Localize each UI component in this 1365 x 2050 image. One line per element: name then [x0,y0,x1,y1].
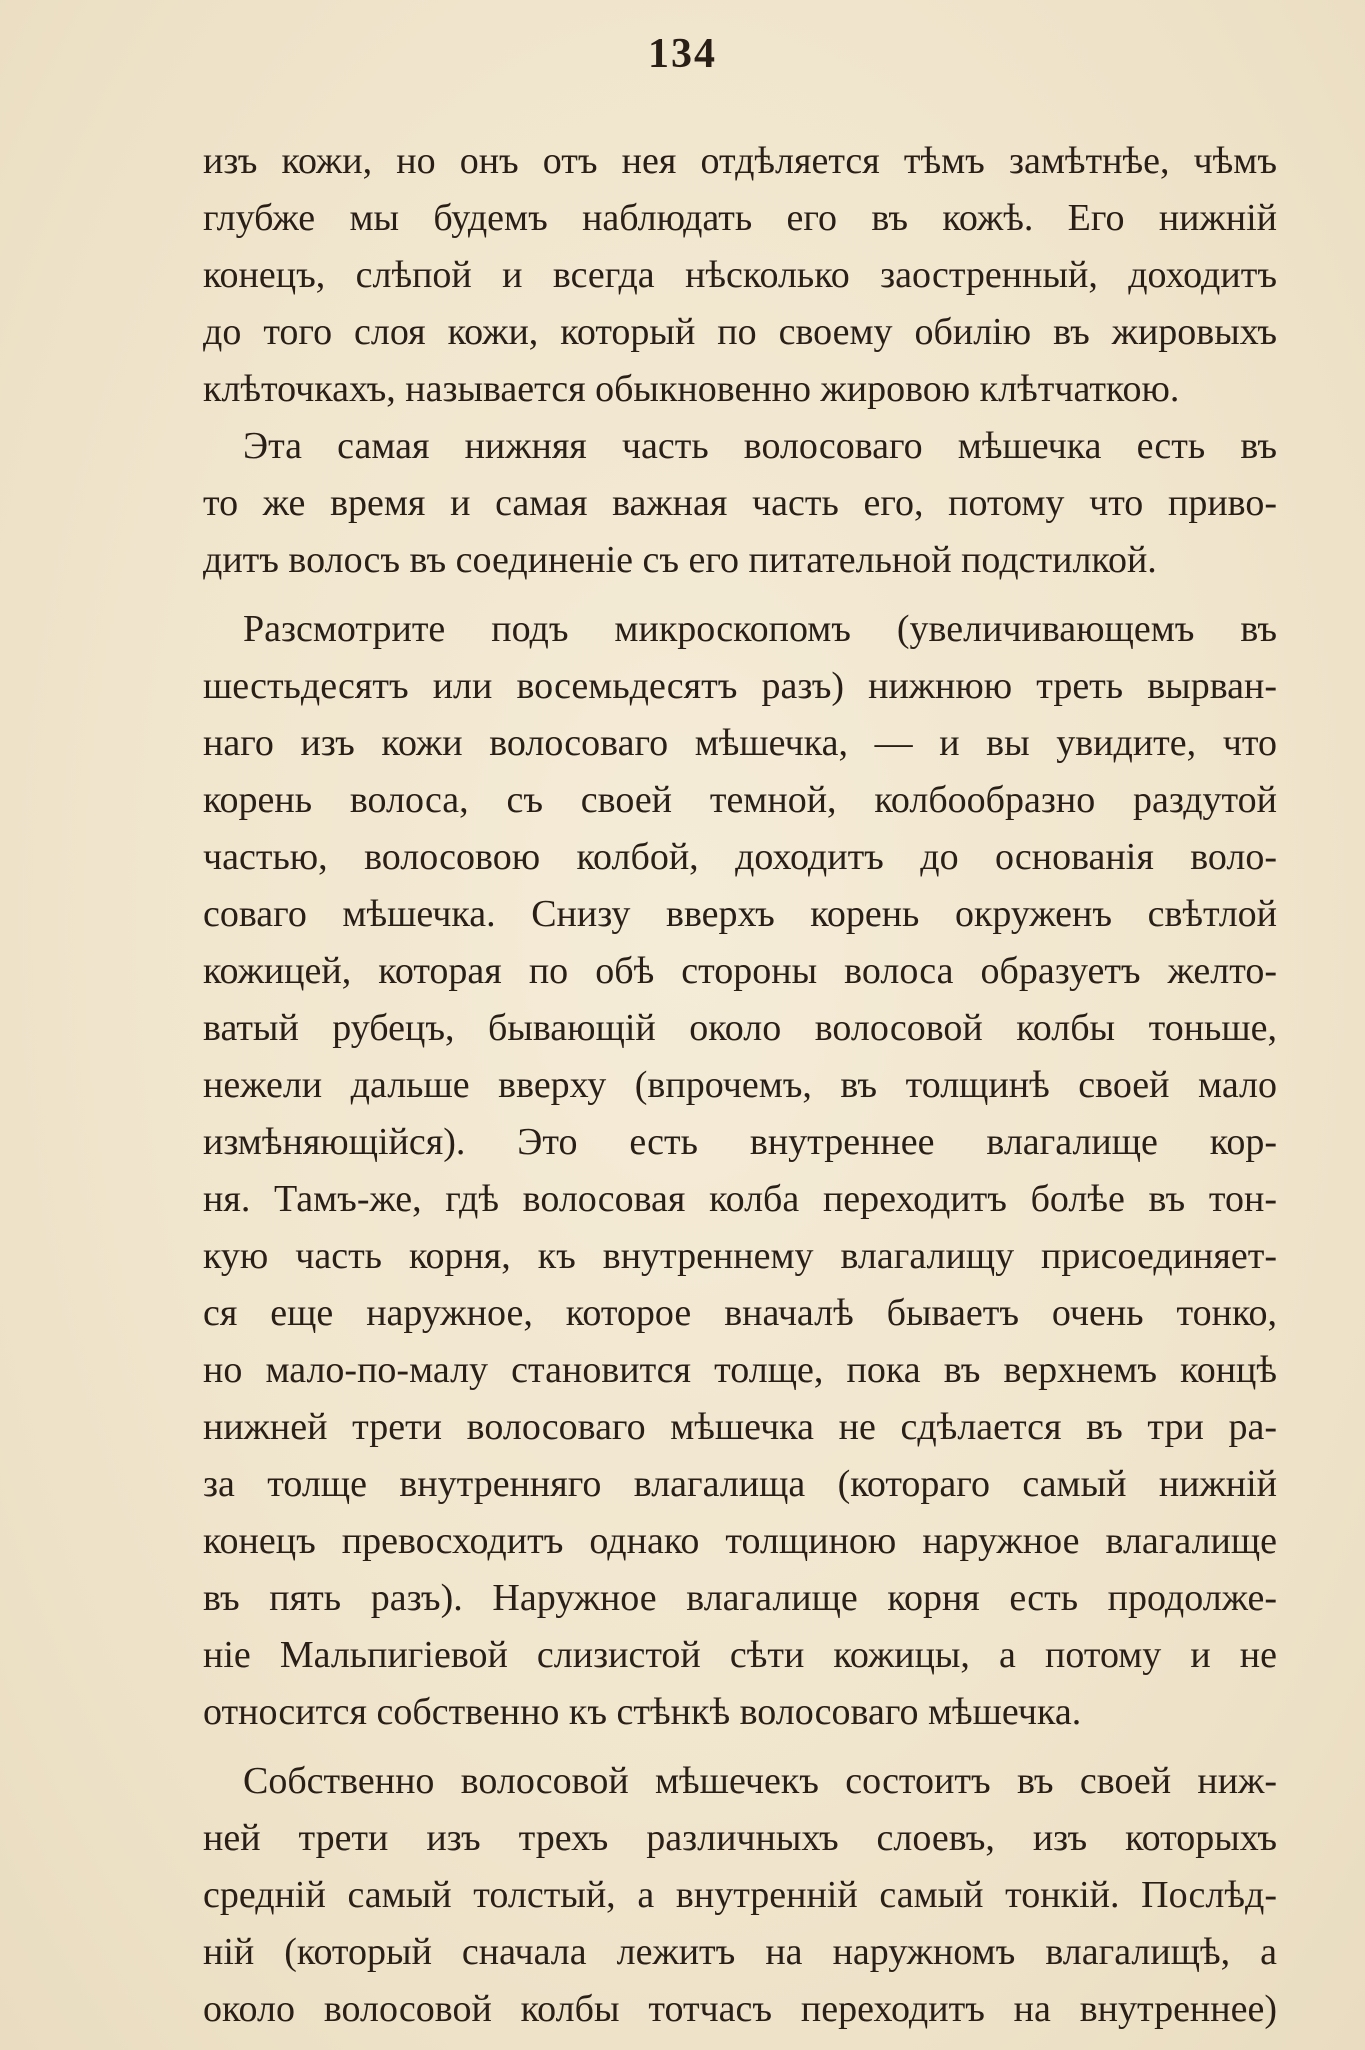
text-line: ней трети изъ трехъ различныхъ слоевъ, изъ которыхъ [203,1817,1277,1859]
text-line: измѣняющійся). Это есть внутреннее влагалище кор- [203,1121,1277,1163]
paragraph [203,133,1277,418]
text-line: кую часть корня, къ внутреннему влагалищу присоединяет- [203,1235,1277,1277]
text-line: средній самый толстый, а внутренній самый тонкій. Послѣд- [203,1874,1277,1916]
text-line: но мало-по-малу становится толще, пока въ верхнемъ концѣ [203,1349,1277,1391]
text-line: частью, волосовою колбой, доходитъ до основанія воло- [203,836,1277,878]
body-text [203,133,1277,2038]
text-line: дитъ волосъ въ соединеніе съ его питательной подстилкой. [203,539,1157,581]
text-line: Эта самая нижняя часть волосоваго мѣшечка есть въ [243,425,1277,467]
text-line: клѣточкахъ, называется обыкновенно жировою клѣтчаткою. [203,368,1180,410]
text-line: Собственно волосовой мѣшечекъ состоитъ въ своей ниж- [243,1760,1277,1802]
paragraph-gap [203,1741,1277,1753]
text-line: конецъ превосходитъ однако толщиною наружное влагалище [203,1520,1277,1562]
paragraph [203,1753,1277,2038]
text-line: шестьдесятъ или восемьдесятъ разъ) нижнюю треть вырван- [203,665,1277,707]
text-line: за толще внутренняго влагалища (котораго самый нижній [203,1463,1277,1505]
text-line: нижней трети волосоваго мѣшечка не сдѣлается въ три ра- [203,1406,1277,1448]
page-number: 134 [648,31,717,77]
text-line: ся еще наружное, которое вначалѣ бываетъ очень тонко, [203,1292,1277,1334]
text-line: корень волоса, съ своей темной, колбообразно раздутой [203,779,1277,821]
text-line: нежели дальше вверху (впрочемъ, въ толщинѣ своей мало [203,1064,1277,1106]
paragraph [203,601,1277,1741]
text-line: соваго мѣшечка. Снизу вверхъ корень окруженъ свѣтлой [203,893,1277,935]
text-line: около волосовой колбы тотчасъ переходитъ на внутреннее) [203,1988,1277,2030]
text-line: наго изъ кожи волосоваго мѣшечка, — и вы увидите, что [203,722,1277,764]
text-line: ватый рубецъ, бывающій около волосовой колбы тоньше, [203,1007,1277,1049]
text-line: ня. Тамъ-же, гдѣ волосовая колба переходитъ болѣе въ тон- [203,1178,1277,1220]
text-line: глубже мы будемъ наблюдать его въ кожѣ. Его нижній [203,197,1277,239]
text-line: Разсмотрите подъ микроскопомъ (увеличивающемъ въ [243,608,1277,650]
text-line: то же время и самая важная часть его, потому что приво- [203,482,1277,524]
text-line: въ пять разъ). Наружное влагалище корня есть продолже- [203,1577,1277,1619]
text-line: конецъ, слѣпой и всегда нѣсколько заостренный, доходитъ [203,254,1277,296]
text-line: относится собственно къ стѣнкѣ волосоваго мѣшечка. [203,1691,1082,1733]
text-line: ній (который сначала лежитъ на наружномъ влагалищѣ, а [203,1931,1277,1973]
paragraph-gap [203,589,1277,601]
text-line: изъ кожи, но онъ отъ нея отдѣляется тѣмъ замѣтнѣе, чѣмъ [203,140,1277,182]
text-line: до того слоя кожи, который по своему обилію въ жировыхъ [203,311,1277,353]
text-line: кожицей, которая по обѣ стороны волоса образуетъ желто- [203,950,1277,992]
paragraph [203,418,1277,589]
text-line: ніе Мальпигіевой слизистой сѣти кожицы, а потому и не [203,1634,1277,1676]
